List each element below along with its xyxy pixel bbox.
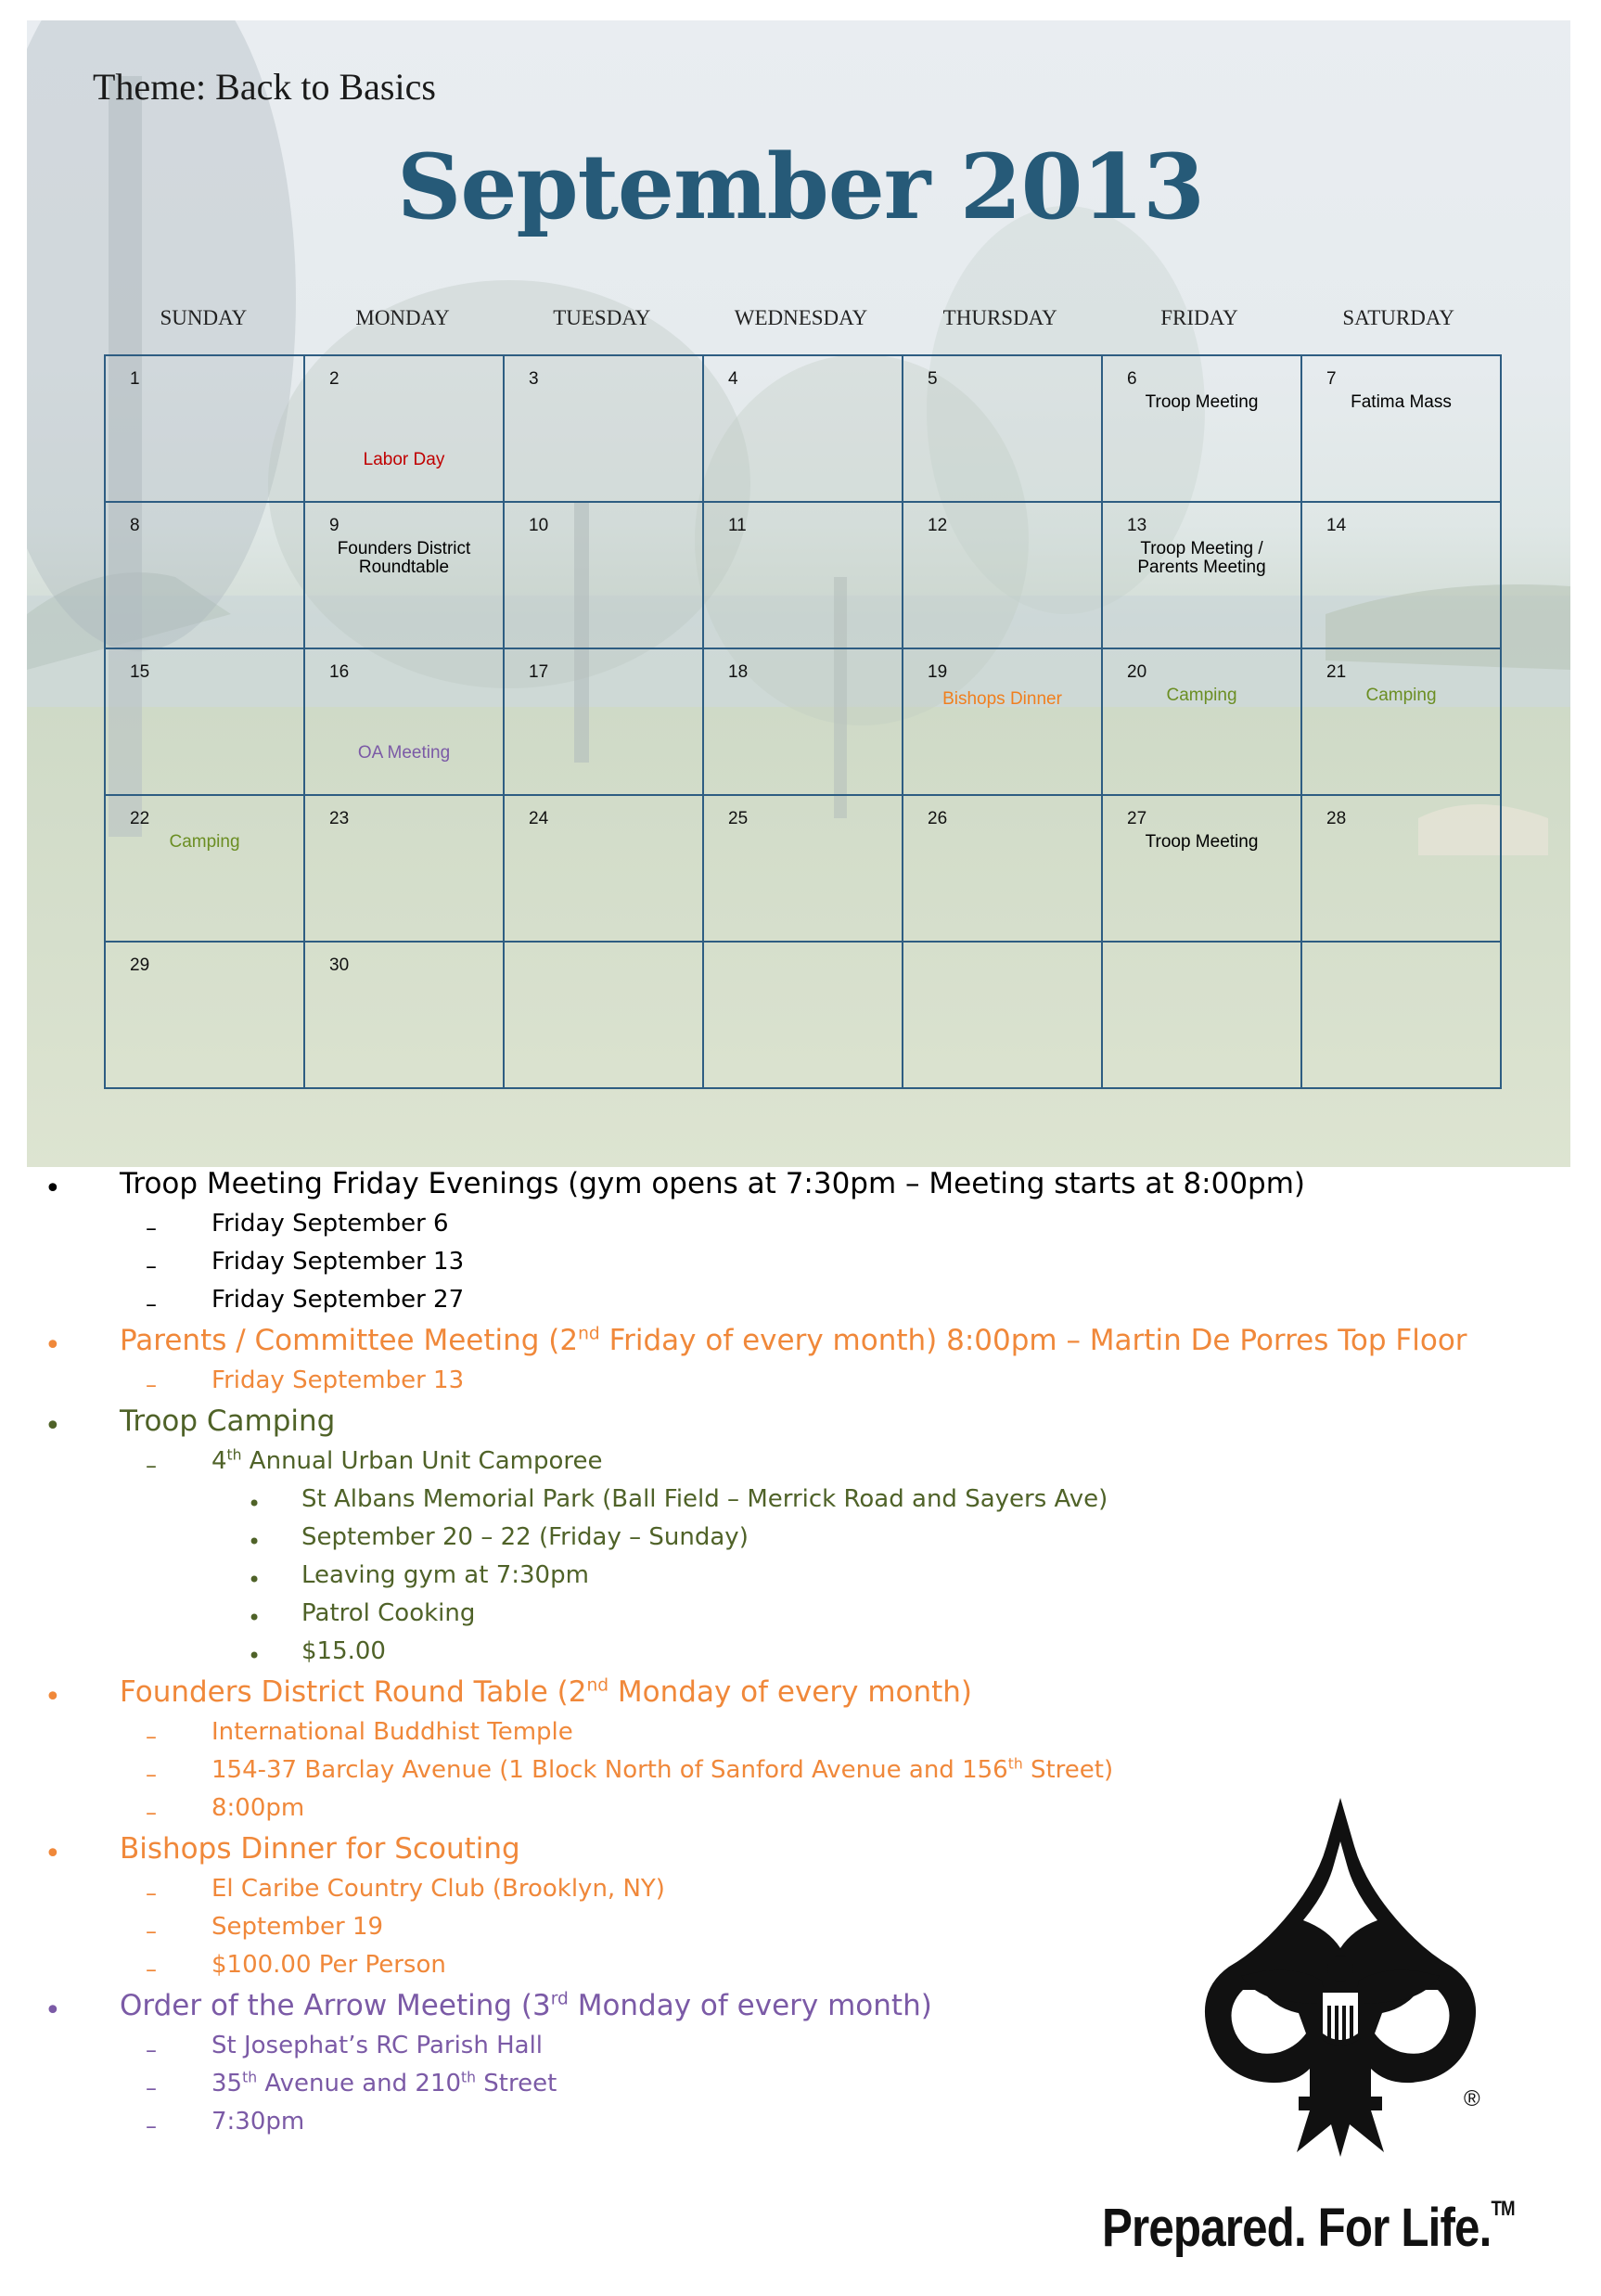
calendar-day-cell [105,942,304,1088]
ordinal-suffix: nd [586,1675,609,1696]
calendar-day-cell [105,648,304,795]
bullet-text: Annual Urban Unit Camporee [241,1447,603,1475]
calendar-day-cell [703,942,903,1088]
calendar-day-cell [703,648,903,795]
calendar-day-cell [1301,942,1501,1088]
calendar-day-cell [1102,795,1301,942]
bullet-item [301,1561,589,1589]
bullet-text: International Buddhist Temple [211,1718,573,1746]
calendar-day-cell [105,502,304,648]
weekday-label: THURSDAY [942,306,1057,329]
bullet-text: 154-37 Barclay Avenue (1 Block North of Sanford Avenue and 156 [211,1756,1008,1784]
bullet-marker: • [45,1173,61,1205]
weekday-label: SATURDAY [1342,306,1454,329]
bullet-marker: – [146,1291,157,1317]
bullet-item [211,1951,446,1979]
calendar-day-cell [703,795,903,942]
bullet-text: Bishops Dinner for Scouting [120,1832,520,1866]
calendar-week [105,942,1501,1088]
bullet-text: Friday September 13 [211,1366,465,1394]
calendar-day-cell [304,942,504,1088]
bullet-marker: – [146,1372,157,1398]
day-number: 25 [728,809,749,828]
bullet-item [211,2108,304,2136]
day-number: 28 [1326,809,1347,828]
day-number: 2 [329,369,339,389]
day-number: 23 [329,809,350,828]
day-number: 21 [1326,662,1347,682]
calendar-event: Parents Meeting [1137,558,1266,577]
bullet-item [120,1324,1467,1357]
bullet-marker: • [45,1410,61,1443]
calendar-event: Camping [1365,686,1437,705]
bullet-item [301,1599,475,1627]
calendar-week [105,355,1501,502]
calendar-event: Roundtable [358,558,450,577]
calendar-event: Bishops Dinner [942,689,1062,709]
bullet-marker: • [248,1529,262,1555]
bullet-marker: – [146,1956,157,1982]
day-number: 20 [1127,662,1147,682]
theme-label: Theme: Back to Basics [93,66,436,108]
bullet-item [120,1167,1305,1200]
bullet-item [211,2070,557,2097]
calendar-day-cell [504,648,703,795]
calendar-week [105,502,1501,648]
bullet-marker: – [146,1762,157,1788]
calendar-event: Troop Meeting [1145,392,1259,412]
bullet-item [301,1485,1108,1513]
day-number: 22 [130,809,150,828]
bullet-text: 35 [211,2070,243,2097]
bullet-item [211,1286,464,1314]
bullet-text: Troop Camping [120,1405,336,1438]
bullet-text: Friday September 13 [211,1248,465,1276]
calendar-day-cell [105,795,304,942]
bullet-marker: – [146,1800,157,1826]
calendar-day-cell [703,355,903,502]
bullet-text: El Caribe Country Club (Brooklyn, NY) [211,1875,665,1903]
day-number: 6 [1127,369,1137,389]
bullet-text: 7:30pm [211,2108,305,2136]
calendar-day-cell [1102,648,1301,795]
day-number: 8 [130,516,140,535]
calendar-day-cell [304,795,504,942]
bullet-item [301,1637,386,1665]
day-number: 4 [728,369,738,389]
day-number: 26 [928,809,948,828]
bullet-marker: • [248,1643,262,1669]
bullet-text: Troop Meeting Friday Evenings (gym opens at 7:30pm – Meeting starts at 8:00pm) [120,1167,1306,1200]
day-number: 5 [928,369,938,389]
day-number: 13 [1127,516,1147,535]
bullet-item [211,1913,383,1941]
calendar-day-cell [1301,648,1501,795]
day-number: 17 [529,662,549,682]
bullet-text: $15.00 [301,1637,386,1665]
weekday-label: TUESDAY [553,306,651,329]
bullet-text: September 19 [211,1913,384,1941]
bullet-text: Friday September 6 [211,1210,449,1238]
bullet-item [211,1366,464,1394]
calendar-day-cell [903,355,1102,502]
calendar-day-cell [1301,502,1501,648]
day-number: 27 [1127,809,1147,828]
day-number: 10 [529,516,549,535]
bullet-marker: – [146,1724,157,1750]
ordinal-suffix: th [1007,1755,1023,1773]
bullet-marker: • [45,1838,61,1870]
bullet-item [120,1832,520,1866]
day-number: 18 [728,662,749,682]
bullet-text: Friday of every month) 8:00pm – Martin De Porres Top Floor [599,1324,1467,1357]
bullet-marker: – [146,2037,157,2063]
bullet-item [211,1794,304,1822]
bullet-marker: • [248,1567,262,1593]
bullet-text: Leaving gym at 7:30pm [301,1561,589,1589]
calendar-grid [104,354,1502,1089]
bullet-text: Founders District Round Table (2 [120,1675,587,1709]
calendar-event: Camping [1166,686,1237,705]
calendar-event: Labor Day [363,450,445,469]
calendar-day-cell [304,502,504,648]
bullet-text: Monday of every month) [608,1675,973,1709]
bullet-text: Parents / Committee Meeting (2 [120,1324,579,1357]
weekday-label: SUNDAY [160,306,248,329]
bullet-text: $100.00 Per Person [211,1951,446,1979]
bullet-item [211,1875,665,1903]
ordinal-suffix: th [242,2069,258,2086]
calendar-event: Founders District [337,539,471,558]
day-number: 14 [1326,516,1347,535]
weekday-label: FRIDAY [1160,306,1238,329]
day-number: 11 [728,516,747,535]
calendar-day-cell [1301,355,1501,502]
page-title: September 2013 [397,135,1204,239]
calendar-day-cell [903,795,1102,942]
weekday-label: WEDNESDAY [734,306,868,329]
bullet-item [211,1447,602,1475]
calendar-day-cell [504,942,703,1088]
bullet-item [211,2032,543,2059]
bullet-item [211,1756,1113,1784]
day-number: 19 [928,662,948,682]
calendar-day-cell [903,648,1102,795]
day-number: 1 [130,369,140,389]
calendar-event: Fatima Mass [1351,392,1452,412]
bullet-marker: – [146,2113,157,2139]
motto-text: Prepared. For Life. [1102,2198,1492,2258]
calendar-day-cell [1102,355,1301,502]
bullet-item [211,1248,464,1276]
calendar-week [105,648,1501,795]
calendar-day-cell [504,502,703,648]
registered-mark: ® [1464,2086,1480,2111]
calendar-day-cell [105,355,304,502]
calendar-event: Troop Meeting / [1140,539,1263,558]
calendar-event: Troop Meeting [1145,832,1259,852]
day-number: 30 [329,956,350,975]
bullet-marker: – [146,2075,157,2101]
bullet-item [211,1718,573,1746]
bullet-marker: • [248,1605,262,1631]
calendar-day-cell [504,355,703,502]
calendar-day-cell [1102,942,1301,1088]
calendar-day-cell [304,355,504,502]
bullet-text: 4 [211,1447,227,1475]
bullet-marker: • [45,1681,61,1713]
bullet-marker: • [45,1329,61,1362]
bullet-text: Street [476,2070,557,2097]
calendar-event: OA Meeting [357,743,451,763]
calendar-day-cell [903,502,1102,648]
day-number: 29 [130,956,150,975]
bullet-text: Street) [1022,1756,1114,1784]
day-number: 16 [329,662,350,682]
calendar-event: Camping [169,832,240,852]
calendar-day-cell [304,648,504,795]
day-number: 7 [1326,369,1337,389]
bullet-text: 8:00pm [211,1794,305,1822]
calendar-day-cell [903,942,1102,1088]
day-number: 3 [529,369,539,389]
calendar-day-cell [504,795,703,942]
calendar-day-cell [1301,795,1501,942]
bullet-item [120,1405,335,1438]
fleur-de-lis-eagle-logo [1187,1790,1493,2161]
bullet-marker: – [146,1215,157,1241]
bullet-item [211,1210,449,1238]
day-number: 12 [928,516,948,535]
calendar-week [105,795,1501,942]
bullet-marker: – [146,1918,157,1944]
ordinal-suffix: th [461,2069,477,2086]
ordinal-suffix: rd [550,1989,569,2009]
weekday-header [104,306,1498,330]
trademark-mark: TM [1491,2197,1515,2220]
day-number: 9 [329,516,339,535]
bullet-text: Order of the Arrow Meeting (3 [120,1989,551,2022]
bullet-text: Avenue and 210 [257,2070,462,2097]
bullet-marker: – [146,1880,157,1906]
bullet-item [120,1989,932,2022]
bullet-marker: • [45,1995,61,2027]
bullet-text: Friday September 27 [211,1286,465,1314]
bullet-text: St Albans Memorial Park (Ball Field – Merrick Road and Sayers Ave) [301,1485,1108,1513]
motto [1102,2197,1515,2259]
bullet-marker: – [146,1253,157,1279]
calendar-day-cell [703,502,903,648]
bullet-marker: – [146,1453,157,1479]
calendar-day-cell [1102,502,1301,648]
day-number: 15 [130,662,150,682]
ordinal-suffix: nd [578,1324,600,1344]
ordinal-suffix: th [226,1446,242,1464]
day-number: 24 [529,809,549,828]
bullet-item [120,1675,972,1709]
bullet-text: Patrol Cooking [301,1599,476,1627]
bullet-text: St Josephat’s RC Parish Hall [211,2032,544,2059]
bullet-marker: • [248,1491,262,1517]
weekday-label: MONDAY [355,306,450,329]
bullet-text: Monday of every month) [568,1989,932,2022]
bullet-text: September 20 – 22 (Friday – Sunday) [301,1523,749,1551]
bullet-item [301,1523,749,1551]
